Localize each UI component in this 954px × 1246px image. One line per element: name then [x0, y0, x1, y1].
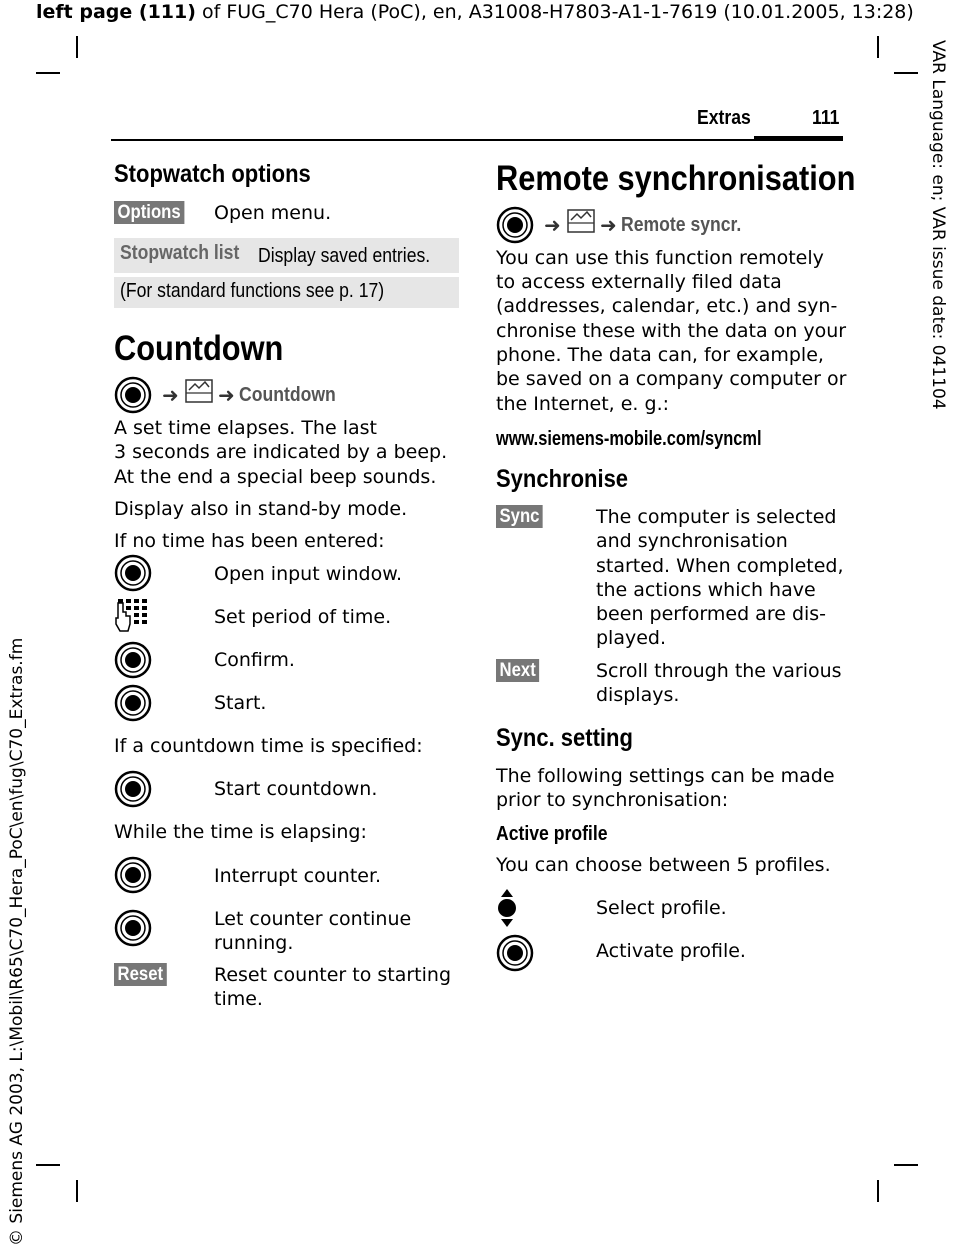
crop-mark: [877, 36, 879, 58]
let-continue-desc-2: running.: [214, 932, 294, 954]
stopwatch-list-label: Stopwatch list: [120, 242, 240, 264]
extras-menu-icon: [565, 208, 597, 236]
reset-softkey[interactable]: Reset: [114, 963, 174, 986]
next-desc-line: Scroll through the various: [596, 660, 842, 682]
next-softkey[interactable]: Next: [496, 659, 545, 682]
right-arrow-icon: ➜: [162, 383, 179, 407]
start-desc: Start.: [214, 692, 267, 714]
countdown-intro-1: A set time elapses. The last: [114, 417, 377, 439]
crop-mark: [36, 1164, 60, 1166]
page-number: 111: [812, 107, 840, 129]
options-softkey[interactable]: Options: [114, 201, 194, 224]
header-rule: [111, 139, 843, 141]
crop-mark: [894, 1164, 918, 1166]
remote-sync-heading: Remote synchronisation: [496, 159, 856, 198]
section-title: Extras: [697, 107, 751, 129]
file-info: [36, 1, 914, 23]
stopwatch-options-heading: Stopwatch options: [114, 160, 311, 188]
joystick-center-icon[interactable]: [114, 770, 152, 808]
joystick-center-icon: [496, 206, 534, 244]
file-info-details: of FUG_C70 Hera (PoC), en, A31008-H7803-A1-1-7619 (10.01.2005, 13:28): [195, 1, 914, 23]
remote-para-line: (addresses, calendar, etc.) and syn-: [496, 295, 838, 317]
joystick-center-icon[interactable]: [114, 641, 152, 679]
remote-para-line: the Internet, e. g.:: [496, 393, 670, 415]
start-countdown-desc: Start countdown.: [214, 778, 378, 800]
settings-intro-line: prior to synchronisation:: [496, 789, 729, 811]
keypad-icon[interactable]: [114, 598, 152, 636]
sync-desc-line: and synchronisation: [596, 530, 788, 552]
sync-softkey[interactable]: Sync: [496, 505, 549, 528]
crop-mark: [76, 36, 78, 58]
choose-profiles-note: You can choose between 5 profiles.: [496, 854, 831, 876]
countdown-intro-2: 3 seconds are indicated by a beep.: [114, 441, 448, 463]
next-desc-line: displays.: [596, 684, 680, 706]
crop-mark: [894, 72, 918, 74]
side-text-left: © Siemens AG 2003, L:\Mobil\R65\C70_Hera_PoC\en\fug\C70_Extras.fm: [7, 637, 27, 1246]
open-input-desc: Open input window.: [214, 563, 403, 585]
joystick-center-icon[interactable]: [496, 934, 534, 972]
file-info-page: left page (111): [36, 1, 196, 23]
standard-functions-note: (For standard functions see p. 17): [120, 280, 385, 302]
right-arrow-icon: ➜: [544, 213, 561, 237]
sync-setting-heading: Sync. setting: [496, 724, 633, 752]
activate-profile-desc: Activate profile.: [596, 940, 746, 962]
standby-note: Display also in stand-by mode.: [114, 498, 408, 520]
synchronise-heading: Synchronise: [496, 465, 629, 493]
if-specified-note: If a countdown time is specified:: [114, 735, 423, 757]
options-desc: Open menu.: [214, 202, 332, 224]
joystick-center-icon[interactable]: [114, 909, 152, 947]
joystick-center-icon: [114, 376, 152, 414]
let-continue-desc-1: Let counter continue: [214, 908, 412, 930]
confirm-desc: Confirm.: [214, 649, 295, 671]
interrupt-desc: Interrupt counter.: [214, 865, 382, 887]
while-elapsing-note: While the time is elapsing:: [114, 821, 367, 843]
sync-desc-line: the actions which have: [596, 579, 816, 601]
remote-para-line: phone. The data can, for example,: [496, 344, 824, 366]
remote-para-line: to access externally filed data: [496, 271, 782, 293]
stopwatch-list-desc: Display saved entries.: [258, 245, 431, 267]
remote-para-line: be saved on a company computer or: [496, 368, 847, 390]
syncml-url: www.siemens-mobile.com/syncml: [496, 428, 762, 450]
sync-desc-line: been performed are dis-: [596, 603, 827, 625]
crop-mark: [36, 72, 60, 74]
set-period-desc: Set period of time.: [214, 606, 392, 628]
remote-para-line: chronise these with the data on your: [496, 320, 847, 342]
reset-desc-1: Reset counter to starting: [214, 964, 452, 986]
right-arrow-icon: ➜: [218, 383, 235, 407]
countdown-menu-path: Countdown: [239, 384, 336, 406]
active-profile-heading: Active profile: [496, 823, 608, 845]
countdown-intro-3: At the end a special beep sounds.: [114, 466, 437, 488]
sync-desc-line: played.: [596, 627, 667, 649]
remote-para-line: You can use this function remotely: [496, 247, 824, 269]
crop-mark: [76, 1180, 78, 1202]
countdown-heading: Countdown: [114, 329, 284, 368]
extras-menu-icon: [183, 378, 215, 406]
side-text-right: VAR Language: en; VAR issue date: 041104: [928, 40, 948, 410]
navigate-up-down-icon[interactable]: [496, 888, 518, 928]
reset-desc-2: time.: [214, 988, 263, 1010]
right-arrow-icon: ➜: [600, 213, 617, 237]
crop-mark: [877, 1180, 879, 1202]
remote-sync-menu-path: Remote syncr.: [621, 214, 742, 236]
sync-desc-line: started. When completed,: [596, 555, 844, 577]
no-time-note: If no time has been entered:: [114, 530, 385, 552]
settings-intro-line: The following settings can be made: [496, 765, 835, 787]
sync-desc-line: The computer is selected: [596, 506, 837, 528]
select-profile-desc: Select profile.: [596, 897, 727, 919]
joystick-center-icon[interactable]: [114, 856, 152, 894]
header-rule-accent: [754, 136, 843, 141]
joystick-center-icon[interactable]: [114, 554, 152, 592]
joystick-center-icon[interactable]: [114, 684, 152, 722]
